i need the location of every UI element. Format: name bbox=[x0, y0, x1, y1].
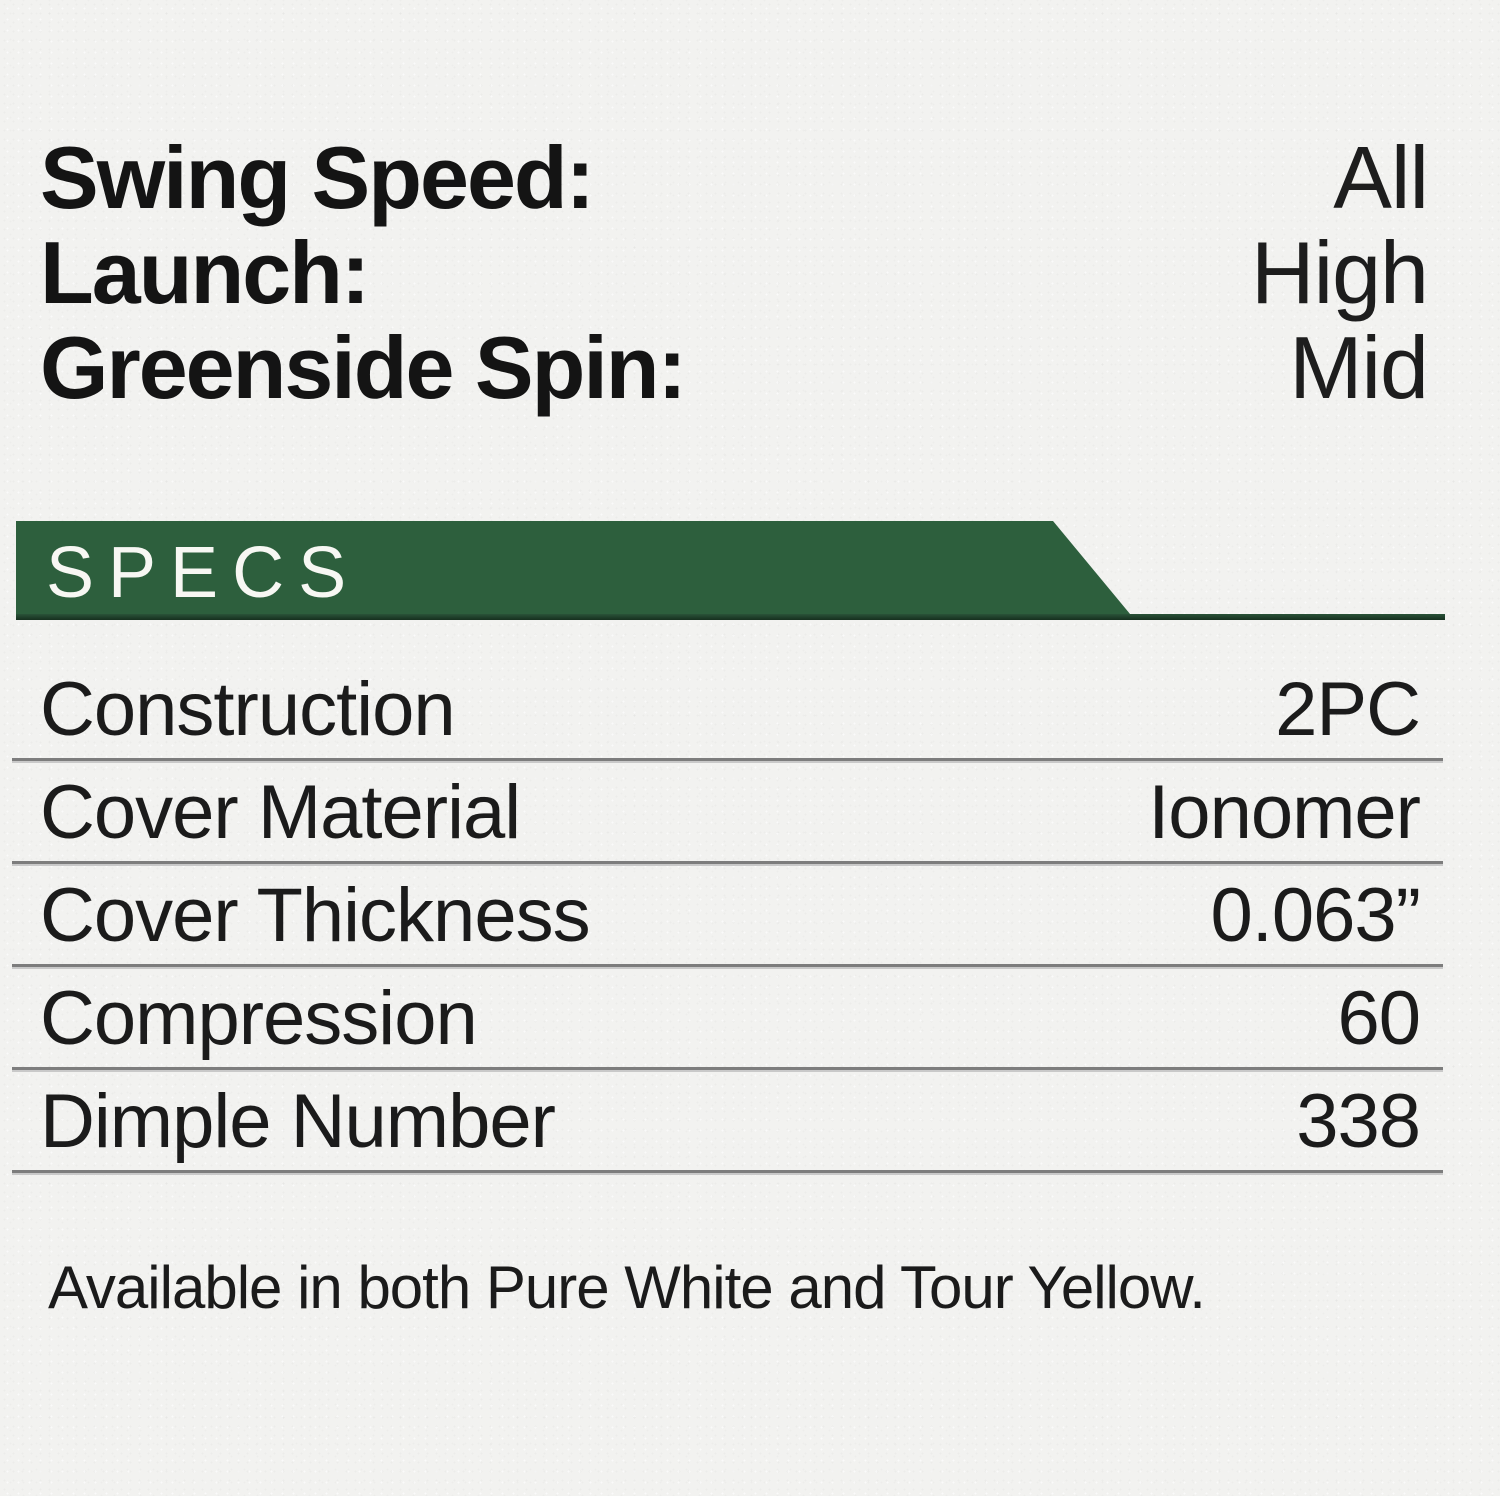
spec-label: Dimple Number bbox=[40, 1078, 555, 1164]
performance-label: Swing Speed: bbox=[40, 128, 593, 227]
specs-banner bbox=[16, 521, 1445, 620]
spec-label: Cover Thickness bbox=[40, 872, 590, 958]
performance-value: All bbox=[1333, 128, 1428, 227]
table-row-compression bbox=[12, 969, 1443, 1067]
specs-banner-underline bbox=[16, 614, 1445, 620]
performance-row-greenside-spin bbox=[40, 320, 1428, 415]
spec-value: 60 bbox=[1337, 975, 1420, 1061]
availability-note: Available in both Pure White and Tour Yellow. bbox=[48, 1254, 1205, 1321]
spec-label: Cover Material bbox=[40, 769, 521, 855]
spec-table bbox=[12, 660, 1443, 1175]
row-separator bbox=[12, 1170, 1443, 1175]
performance-value: Mid bbox=[1289, 318, 1428, 417]
performance-label: Greenside Spin: bbox=[40, 318, 685, 417]
spec-value: 2PC bbox=[1275, 666, 1420, 752]
performance-summary bbox=[40, 130, 1428, 415]
spec-value: Ionomer bbox=[1148, 769, 1420, 855]
performance-row-swing-speed bbox=[40, 130, 1428, 225]
spec-label: Compression bbox=[40, 975, 477, 1061]
table-row-cover-material bbox=[12, 763, 1443, 861]
table-row-dimple-number bbox=[12, 1072, 1443, 1170]
specs-banner-title: SPECS bbox=[46, 533, 361, 613]
spec-value: 0.063” bbox=[1210, 872, 1420, 958]
performance-label: Launch: bbox=[40, 223, 369, 322]
table-row-construction bbox=[12, 660, 1443, 758]
table-row-cover-thickness bbox=[12, 866, 1443, 964]
spec-label: Construction bbox=[40, 666, 455, 752]
performance-value: High bbox=[1251, 223, 1428, 322]
performance-row-launch bbox=[40, 225, 1428, 320]
spec-value: 338 bbox=[1296, 1078, 1420, 1164]
